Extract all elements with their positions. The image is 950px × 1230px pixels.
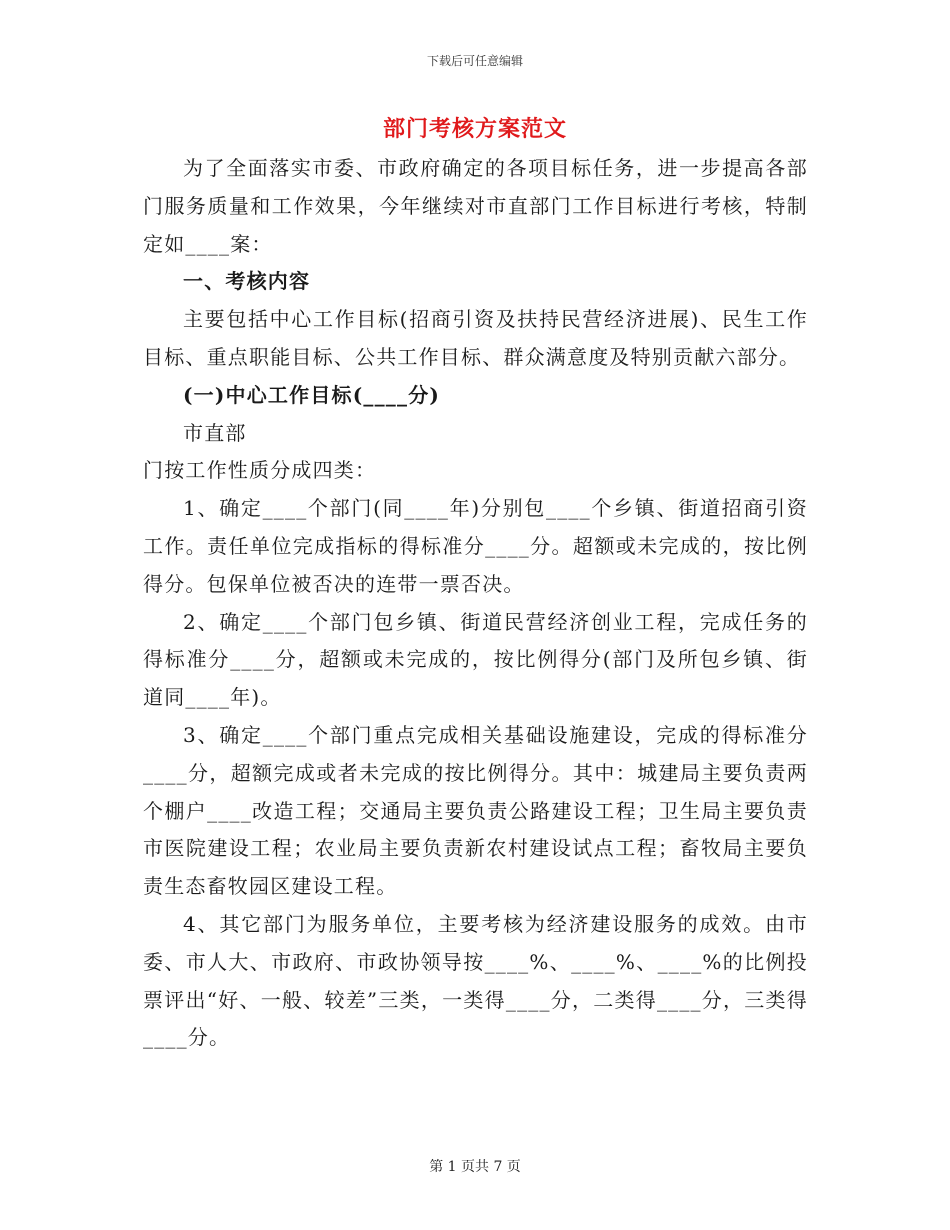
section-heading-assessment-content: 一、考核内容 (183, 269, 311, 294)
item-1-paragraph: 1、确定____个部门(同____年)分别包____个乡镇、街道招商引资工作。责任单位完成指标的得标准分____分。超额或未完成的，按比例得分。包保单位被否决的连带一票否决。 (143, 496, 808, 596)
intro-paragraph: 为了全面落实市委、市政府确定的各项目标任务，进一步提高各部门服务质量和工作效果，今年继续对市直部门工作目标进行考核，特制定如____案： (143, 156, 808, 256)
item-2-paragraph: 2、确定____个部门包乡镇、街道民营经济创业工程，完成任务的得标准分____分，超额或未完成的，按比例得分(部门及所包乡镇、街道同____年)。 (143, 609, 808, 710)
header-note: 下载后可任意编辑 (426, 54, 523, 68)
page-title: 部门考核方案范文 (382, 116, 567, 142)
document-body (143, 150, 808, 1057)
content-summary-paragraph: 主要包括中心工作目标(招商引资及扶持民营经济进展)、民生工作目标、重点职能目标、公共工作目标、群众满意度及特别贡献六部分。 (143, 307, 808, 369)
subsection-heading-central-work: (一)中心工作目标(____分) (183, 382, 441, 407)
classification-paragraph: 门按工作性质分成四类： (143, 458, 377, 483)
paragraph-fragment: 市直部 (183, 420, 247, 445)
item-4-paragraph: 4、其它部门为服务单位，主要考核为经济建设服务的成效。由市委、市人大、市政府、市政协领导按____%、____%、____%的比例投票评出“好、一般、较差”三类，一类得____分，二类得____分，三类得____分。 (143, 911, 808, 1050)
item-3-paragraph: 3、确定____个部门重点完成相关基础设施建设，完成的得标准分____分，超额完成或者未完成的按比例得分。其中：城建局主要负责两个棚户____改造工程；交通局主要负责公路建设工程；卫生局主要负责市医院建设工程；农业局主要负责新农村建设试点工程；畜牧局主要负责生态畜牧园区建设工程。 (143, 722, 808, 899)
page-footer: 第 1 页共 7 页 (429, 1159, 521, 1175)
